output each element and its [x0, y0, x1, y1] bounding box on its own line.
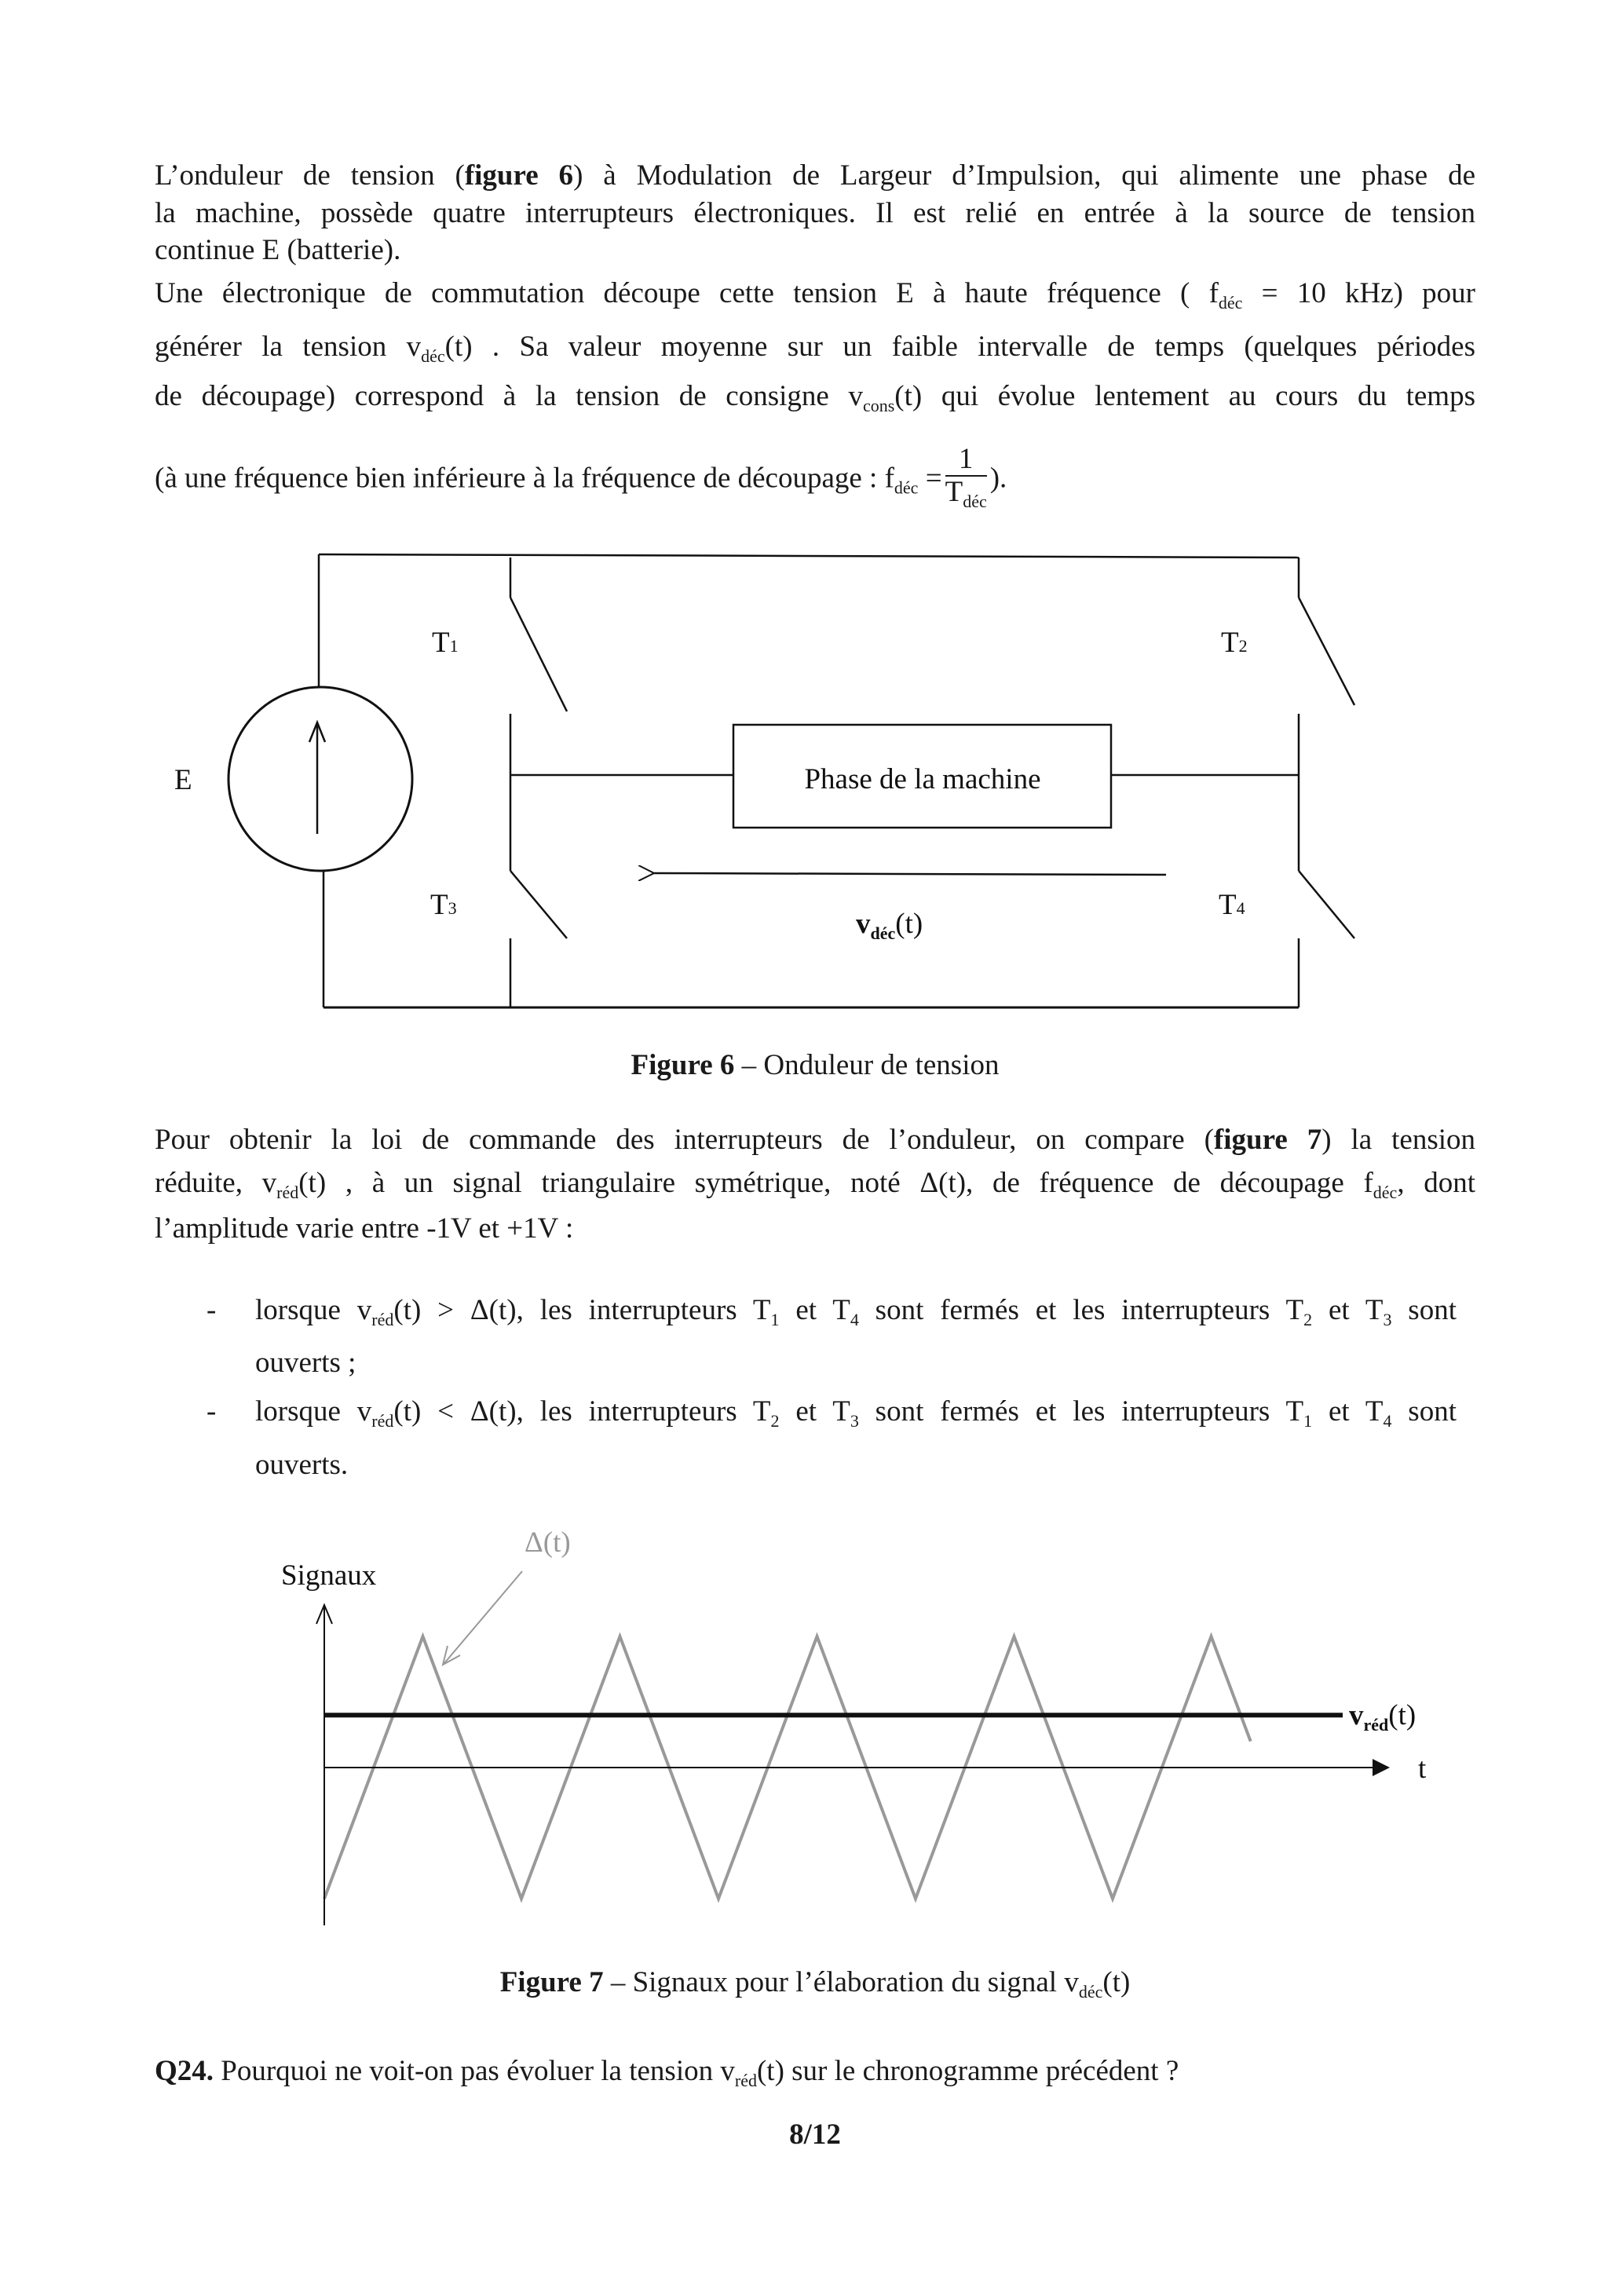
subscript: réd [734, 2071, 757, 2090]
text-run: ) la tension [1321, 1124, 1476, 1156]
subscript: réd [371, 1411, 394, 1431]
text-run: l’amplitude varie entre -1V et +1V : [155, 1212, 574, 1245]
text-run: sont fermés et les interrupteurs T [858, 1294, 1304, 1326]
bold-text: Q24. [155, 2055, 214, 2087]
text-run: la machine, possède quatre interrupteurs électroniques. Il est relié en entrée à la source de tension [155, 197, 1475, 229]
subscript: cons [862, 396, 895, 415]
text-run: L’onduleur de tension ( [155, 159, 465, 192]
subscript: déc [1218, 293, 1243, 313]
subscript: 3 [1383, 1310, 1392, 1329]
text-run: (t) qui évolue lentement au cours du temps [894, 380, 1475, 412]
label-t1: T1 [432, 627, 459, 659]
text-run: ouverts ; [255, 1347, 356, 1379]
text-run: lorsque v [255, 1294, 372, 1326]
text-run: = [918, 462, 942, 495]
subscript: 4 [850, 1310, 859, 1329]
text-run: – Signaux pour l’élaboration du signal v [603, 1966, 1079, 1998]
subscript: déc [421, 346, 445, 366]
text-run: (t) > Δ(t), les interrupteurs T [393, 1294, 771, 1326]
text-run: générer la tension v [155, 331, 422, 363]
den-text: T [945, 476, 963, 508]
switch-t2 [1299, 598, 1354, 705]
text-run: lorsque v [255, 1395, 372, 1428]
den-sub: déc [963, 492, 987, 511]
label-e: E [174, 764, 192, 796]
bold-text: 8/12 [789, 2119, 841, 2151]
text-run: sont [1391, 1294, 1457, 1326]
delta-pointer [444, 1571, 522, 1663]
text-run: et T [779, 1294, 850, 1326]
bold-text: Figure 6 [631, 1049, 735, 1081]
figure-7-chart [281, 1526, 1427, 1925]
bold-text: figure 7 [1213, 1124, 1322, 1156]
subscript: 2 [1303, 1310, 1313, 1329]
text-run: (t) [1102, 1966, 1131, 1998]
text-run: et T [779, 1395, 850, 1428]
text-run: ) à Modulation de Largeur d’Impulsion, qui alimente une phase de [573, 159, 1475, 192]
text-run: de découpage) correspond à la tension de consigne v [155, 380, 863, 412]
text-run: (t) , à un signal triangulaire symétrique, noté Δ(t), de fréquence de découpage f [298, 1167, 1373, 1199]
text-run: (t) < Δ(t), les interrupteurs T [393, 1395, 771, 1428]
voltage-label: $v_{déc}(t)$ [856, 908, 923, 943]
bold-text: Figure 7 [499, 1966, 604, 1998]
subscript: 1 [770, 1310, 780, 1329]
text-run: Pour obtenir la loi de commande des interrupteurs de l’onduleur, on compare ( [155, 1124, 1214, 1156]
bold-text: figure 6 [464, 159, 574, 192]
subscript: 2 [770, 1411, 780, 1431]
text-run: = 10 kHz) pour [1242, 277, 1475, 309]
label-t3: T3 [430, 889, 457, 921]
voltage-source-circle [228, 687, 412, 871]
text-run: Pourquoi ne voit-on pas évoluer la tension v [214, 2055, 735, 2087]
text-run: et T [1312, 1294, 1384, 1326]
switch-t1 [510, 598, 567, 711]
label-t4: T4 [1219, 889, 1245, 921]
subscript: réd [371, 1310, 394, 1329]
text-run: ). [989, 462, 1007, 495]
bullet-dash: - [207, 1395, 217, 1428]
text-run: et T [1312, 1395, 1384, 1428]
bullet-dash: - [207, 1294, 217, 1326]
subscript: 1 [1303, 1411, 1313, 1431]
text-run: – Onduleur de tension [734, 1049, 1000, 1081]
voltage-arrow [654, 873, 1166, 875]
wire-top [319, 554, 1299, 558]
fraction-numerator: 1 [945, 444, 987, 477]
delta-label: Δ(t) [525, 1526, 571, 1559]
label-t2: T2 [1221, 627, 1248, 659]
switch-t3 [510, 871, 567, 938]
x-axis-label: t [1418, 1753, 1427, 1785]
subscript: déc [1373, 1183, 1398, 1202]
y-axis-label: Signaux [281, 1559, 377, 1592]
text-run: Une électronique de commutation découpe cette tension E à haute fréquence ( f [155, 277, 1219, 309]
subscript: déc [1078, 1982, 1103, 2002]
subscript: déc [894, 477, 919, 498]
vred-label: $v_{réd}(t)$ [1349, 1699, 1416, 1735]
text-run: sont [1391, 1395, 1457, 1428]
switch-t4 [1299, 871, 1354, 938]
subscript: 4 [1383, 1411, 1392, 1431]
text-run: (t) sur le chronogramme précédent ? [756, 2055, 1179, 2087]
text-run: (t) . Sa valeur moyenne sur un faible intervalle de temps (quelques périodes [444, 331, 1475, 363]
text-run: sont fermés et les interrupteurs T [858, 1395, 1304, 1428]
subscript: 3 [850, 1411, 859, 1431]
text-run: continue E (batterie). [155, 234, 401, 266]
x-axis-arrow-icon [1373, 1759, 1390, 1776]
text-run: réduite, v [155, 1167, 277, 1199]
load-label: Phase de la machine [804, 763, 1041, 795]
text-run: (à une fréquence bien inférieure à la fréquence de découpage : f [155, 462, 894, 495]
text-run: ouverts. [255, 1449, 349, 1481]
subscript: réd [276, 1183, 299, 1202]
text-run: , dont [1397, 1167, 1475, 1199]
figure-6-circuit [228, 554, 1354, 1007]
